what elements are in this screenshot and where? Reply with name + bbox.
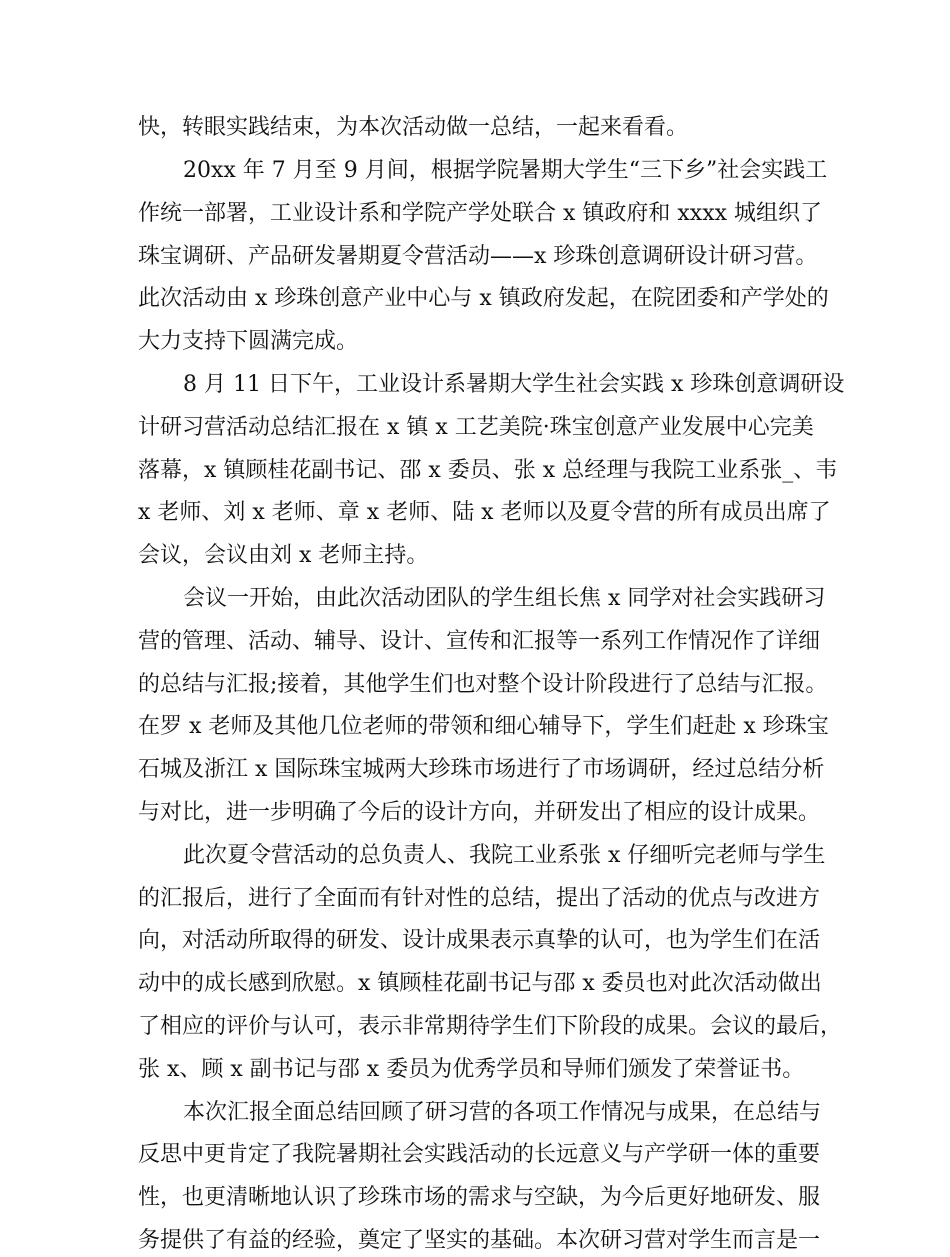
text-line: 珠宝调研、产品研发暑期夏令营活动——x 珍珠创意调研设计研习营。: [138, 244, 818, 269]
text-line: 大力支持下圆满完成。: [138, 329, 359, 354]
text-line: 会议，会议由刘 x 老师主持。: [138, 543, 429, 568]
text-line: 快，转眼实践结束，为本次活动做一总结，一起来看看。: [138, 115, 689, 140]
text-line: 张 x、顾 x 副书记与邵 x 委员为优秀学员和导师们颁发了荣誉证书。: [138, 1057, 805, 1082]
text-line: 8 月 11 日下午，工业设计系暑期大学生社会实践 x 珍珠创意调研设: [183, 372, 845, 397]
text-line: 计研习营活动总结汇报在 x 镇 x 工艺美院·珠宝创意产业发展中心完美: [138, 415, 814, 440]
text-line: 此次夏令营活动的总负责人、我院工业系张 x 仔细听完老师与学生: [183, 843, 826, 868]
text-line: 此次活动由 x 珍珠创意产业中心与 x 镇政府发起，在院团委和产学处的: [138, 286, 829, 311]
text-line: 务提供了有益的经验，奠定了坚实的基础。本次研习营对学生而言是一: [138, 1228, 821, 1253]
text-line: 向，对活动所取得的研发、设计成果表示真挚的认可，也为学生们在活: [138, 928, 821, 953]
text-line: 的汇报后，进行了全面而有针对性的总结，提出了活动的优点与改进方: [138, 886, 821, 911]
text-line: 20xx 年 7 月至 9 月间，根据学院暑期大学生“三下乡”社会实践工: [183, 158, 828, 183]
text-line: 石城及浙江 x 国际珠宝城两大珍珠市场进行了市场调研，经过总结分析: [138, 757, 825, 782]
text-line: 的总结与汇报;接着，其他学生们也对整个设计阶段进行了总结与汇报。: [138, 672, 828, 697]
text-line: x 老师、刘 x 老师、章 x 老师、陆 x 老师以及夏令营的所有成员出席了: [138, 500, 831, 525]
text-line: 作统一部署，工业设计系和学院产学处联合 x 镇政府和 xxxx 城组织了: [138, 201, 823, 226]
text-line: 反思中更肯定了我院暑期社会实践活动的长远意义与产学研一体的重要: [138, 1142, 821, 1167]
text-line: 动中的成长感到欣慰。x 镇顾桂花副书记与邵 x 委员也对此次活动做出: [138, 971, 822, 996]
text-line: 性，也更清晰地认识了珍珠市场的需求与空缺，为今后更好地研发、服: [138, 1185, 821, 1210]
text-line: 与对比，进一步明确了今后的设计方向，并研发出了相应的设计成果。: [138, 800, 821, 825]
text-line: 落幕，x 镇顾桂花副书记、邵 x 委员、张 x 总经理与我院工业系张_、韦: [138, 458, 838, 483]
text-line: 本次汇报全面总结回顾了研习营的各项工作情况与成果，在总结与: [183, 1100, 822, 1125]
text-line: 了相应的评价与认可，表示非常期待学生们下阶段的成果。会议的最后，: [138, 1014, 843, 1039]
text-line: 营的管理、活动、辅导、设计、宣传和汇报等一系列工作情况作了详细: [138, 629, 821, 654]
text-line: 在罗 x 老师及其他几位老师的带领和细心辅导下，学生们赶赴 x 珍珠宝: [138, 714, 829, 739]
text-line: 会议一开始，由此次活动团队的学生组长焦 x 同学对社会实践研习: [183, 586, 826, 611]
